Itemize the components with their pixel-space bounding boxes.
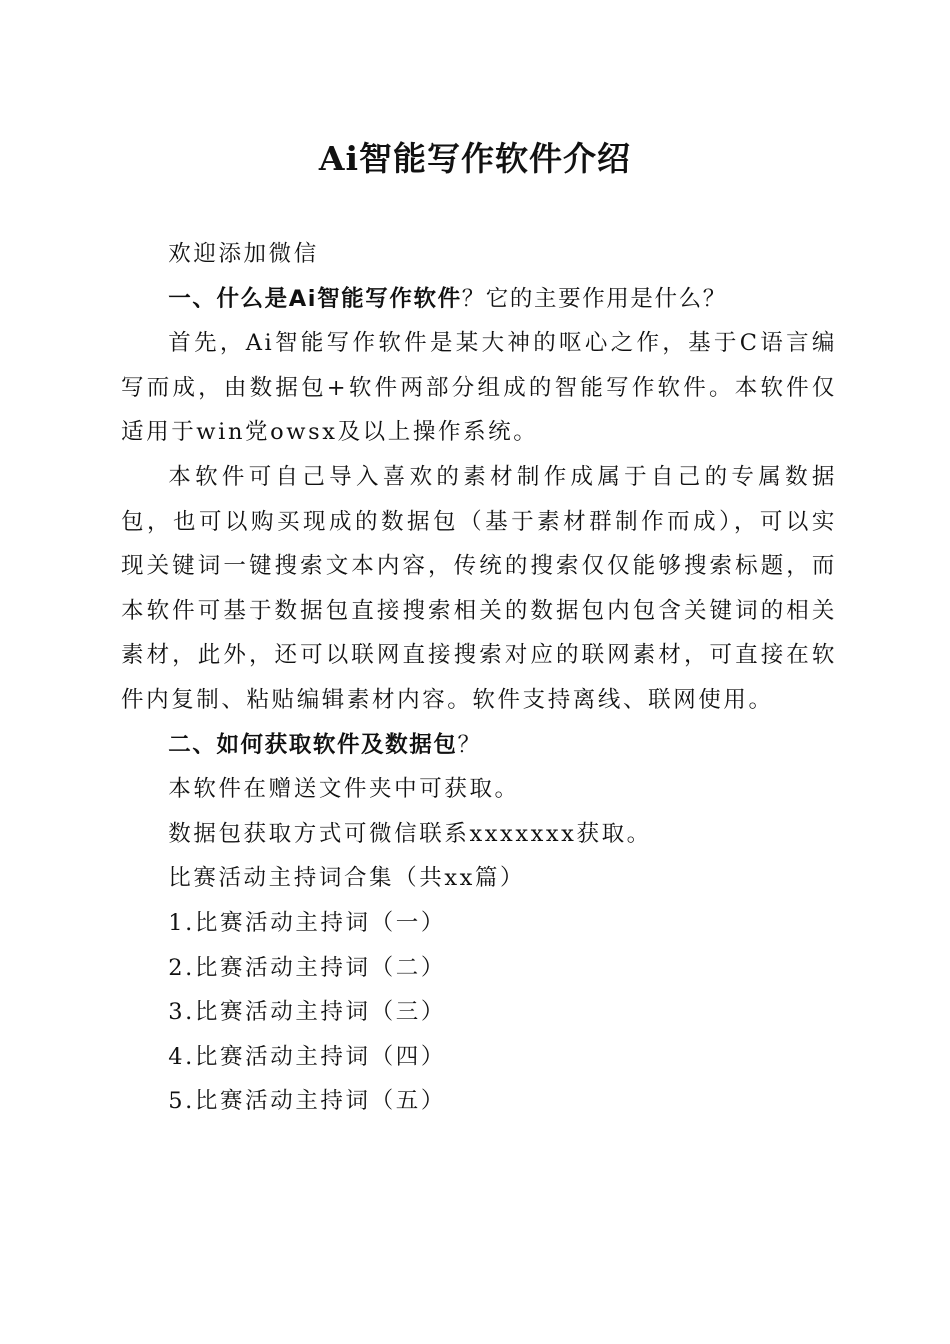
section-heading-1	[121, 277, 837, 322]
section-heading-1-rest: ？它的主要作用是什么？	[461, 285, 727, 312]
section-heading-2-bold: 二、如何获取软件及数据包	[168, 731, 458, 758]
section-heading-2-rest: ？	[457, 731, 482, 758]
list-item: 4.比赛活动主持词（四）	[168, 1043, 446, 1070]
paragraph-welcome: 欢迎添加微信	[168, 241, 319, 267]
list-item: 3.比赛活动主持词（三）	[168, 999, 446, 1026]
document-title: Ai智能写作软件介绍	[318, 139, 632, 178]
document-body	[121, 232, 837, 1124]
section-heading-2	[121, 723, 837, 768]
paragraph-get-software: 本软件在赠送文件夹中可获取。	[168, 776, 520, 803]
paragraph-features: 本软件可自己导入喜欢的素材制作成属于自己的专属数据包，也可以购买现成的数据包（基于素材群制作而成），可以实现关键词一键搜索文本内容，传统的搜索仅仅能够搜索标题，而本软件可基于数据包直接搜索相关的数据包内包含关键词的相关素材，此外，还可以联网直接搜索对应的联网素材，可直接在软件内复制、粘贴编辑素材内容。软件支持离线、联网使用。	[121, 463, 837, 713]
list-item: 1.比赛活动主持词（一）	[168, 909, 446, 936]
paragraph-intro: 首先，Ai智能写作软件是某大神的呕心之作，基于C语言编写而成，由数据包+软件两部分组成的智能写作软件。本软件仅适用于win党owsx及以上操作系统。	[121, 330, 837, 446]
list-item: 2.比赛活动主持词（二）	[168, 954, 446, 981]
list-item: 5.比赛活动主持词（五）	[168, 1088, 446, 1115]
paragraph-collection-title: 比赛活动主持词合集（共xx篇）	[168, 865, 526, 892]
section-heading-1-bold: 一、什么是Ai智能写作软件	[168, 285, 462, 312]
paragraph-get-data: 数据包获取方式可微信联系xxxxxxx获取。	[168, 820, 652, 847]
